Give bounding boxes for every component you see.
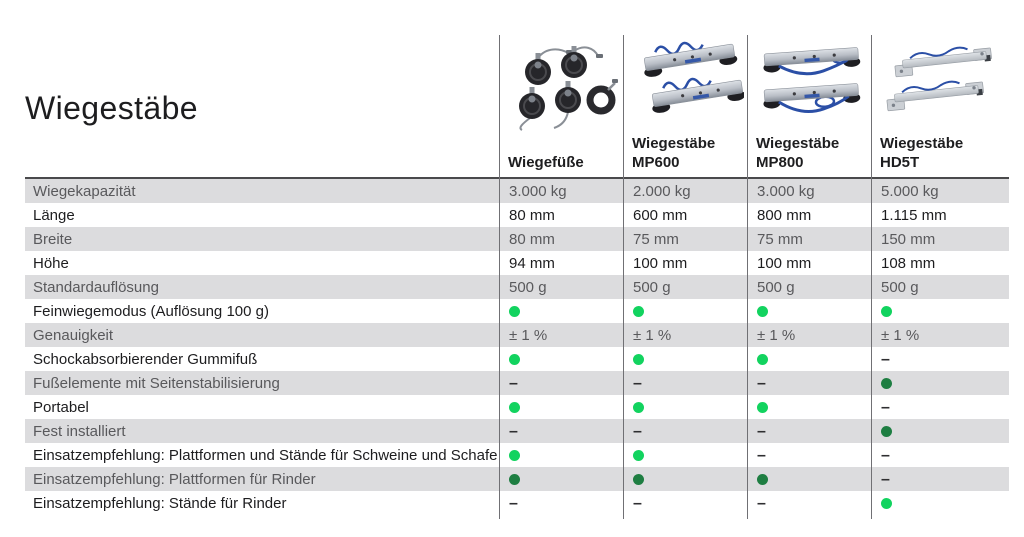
value-cell — [623, 495, 747, 512]
row-label: Genauigkeit — [33, 326, 114, 344]
feature-no-dash-icon: – — [633, 494, 642, 512]
row-label: Portabel — [33, 398, 89, 416]
column-title-line1: Wiegestäbe — [632, 135, 716, 152]
value-cell — [499, 471, 623, 488]
page-title: Wiegestäbe — [25, 90, 198, 126]
row-label: Einsatzempfehlung: Stände für Rinder — [33, 494, 287, 512]
column-title-line2: MP600 — [632, 154, 680, 171]
hd5t-product-image — [880, 38, 1007, 134]
table-row — [25, 251, 1009, 275]
value-cell — [499, 303, 623, 320]
weigh-bar-icon — [886, 78, 985, 111]
table-body — [25, 177, 1009, 515]
column-divider — [747, 35, 748, 519]
feature-no-dash-icon: – — [509, 494, 518, 512]
table-row — [25, 203, 1009, 227]
value-cell — [499, 351, 623, 368]
value-cell: 800 mm — [757, 206, 812, 224]
row-label: Feinwiegemodus (Auflösung 100 g) — [33, 302, 269, 320]
weigh-bar-icon — [894, 44, 993, 77]
value-cell — [623, 399, 747, 416]
value-cell — [871, 471, 1009, 488]
feature-yes-dot-icon — [633, 402, 644, 413]
weigh-bar-icon — [649, 71, 744, 114]
value-cell: ± 1 % — [881, 326, 920, 344]
value-cell — [871, 351, 1009, 368]
value-cell: 94 mm — [509, 254, 555, 272]
value-cell: 600 mm — [633, 206, 688, 224]
column-mp800 — [747, 35, 871, 177]
value-cell: 80 mm — [509, 230, 555, 248]
value-cell: 80 mm — [509, 206, 555, 224]
row-label: Standardauflösung — [33, 278, 159, 296]
value-cell — [871, 303, 1009, 320]
value-cell — [747, 303, 871, 320]
value-cell — [747, 471, 871, 488]
column-divider — [623, 35, 624, 519]
value-cell: ± 1 % — [509, 326, 548, 344]
value-cell: 500 g — [633, 278, 671, 296]
value-cell: 500 g — [757, 278, 795, 296]
value-cell — [747, 399, 871, 416]
row-label: Fußelemente mit Seitenstabilisierung — [33, 374, 280, 392]
value-cell: 1.115 mm — [881, 206, 947, 224]
column-title-line2: HD5T — [880, 154, 920, 171]
row-label: Einsatzempfehlung: Plattformen für Rinder — [33, 470, 316, 488]
column-divider — [871, 35, 872, 519]
feature-no-dash-icon: – — [881, 350, 890, 368]
feature-yes-dot-icon — [509, 402, 520, 413]
row-label: Höhe — [33, 254, 69, 272]
row-label: Schockabsorbierender Gummifuß — [33, 350, 258, 368]
table-row — [25, 419, 1009, 443]
value-cell — [871, 399, 1009, 416]
feature-no-dash-icon: – — [509, 422, 518, 440]
value-cell: 75 mm — [757, 230, 803, 248]
value-cell: 100 mm — [757, 254, 812, 272]
feature-yes-dot-icon — [509, 306, 520, 317]
feature-no-dash-icon: – — [757, 494, 766, 512]
value-cell — [623, 447, 747, 464]
column-title-mp800 — [756, 134, 869, 172]
weigh-bar-icon — [641, 38, 738, 78]
table-row — [25, 179, 1009, 203]
row-label: Breite — [33, 230, 73, 248]
feature-yes-dot-icon — [881, 306, 892, 317]
value-cell: ± 1 % — [633, 326, 672, 344]
feature-yes-dot-icon — [757, 354, 768, 365]
feature-yes-dot-icon — [757, 306, 768, 317]
value-cell: ± 1 % — [757, 326, 796, 344]
value-cell — [871, 495, 1009, 512]
row-label: Fest installiert — [33, 422, 126, 440]
value-cell — [623, 423, 747, 440]
table-row — [25, 275, 1009, 299]
table-row — [25, 395, 1009, 419]
value-cell: 75 mm — [633, 230, 679, 248]
row-label: Wiegekapazität — [33, 182, 136, 200]
value-cell: 500 g — [509, 278, 547, 296]
value-cell — [747, 375, 871, 392]
weigh-bar-icon — [763, 47, 861, 77]
table-row — [25, 299, 1009, 323]
column-wiegefuesse — [499, 35, 623, 177]
value-cell — [747, 351, 871, 368]
comparison-table — [25, 35, 1009, 515]
feature-yes-dot-icon — [881, 378, 892, 389]
weigh-bar-icon — [763, 83, 861, 114]
column-title-hd5t — [880, 134, 1007, 172]
table-row — [25, 467, 1009, 491]
value-cell — [747, 423, 871, 440]
value-cell — [871, 423, 1009, 440]
header-spacer — [25, 35, 499, 177]
feature-yes-dot-icon — [633, 450, 644, 461]
column-title-line2: Wiegefüße — [508, 154, 584, 171]
feature-no-dash-icon: – — [757, 446, 766, 464]
column-title-line2: MP800 — [756, 154, 804, 171]
value-cell — [499, 495, 623, 512]
value-cell — [871, 447, 1009, 464]
column-title-mp600 — [632, 134, 745, 172]
feature-yes-dot-icon — [881, 498, 892, 509]
value-cell: 3.000 kg — [509, 182, 567, 200]
feature-yes-dot-icon — [633, 474, 644, 485]
weighing-feet-icon — [519, 46, 618, 130]
value-cell: 108 mm — [881, 254, 936, 272]
value-cell — [499, 447, 623, 464]
column-divider — [499, 35, 500, 519]
feature-yes-dot-icon — [757, 402, 768, 413]
table-header — [25, 35, 1009, 177]
value-cell: 5.000 kg — [881, 182, 939, 200]
feature-no-dash-icon: – — [633, 422, 642, 440]
value-cell: 3.000 kg — [757, 182, 815, 200]
value-cell — [499, 375, 623, 392]
feature-no-dash-icon: – — [509, 374, 518, 392]
column-hd5t — [871, 35, 1009, 177]
feature-yes-dot-icon — [509, 450, 520, 461]
row-label: Länge — [33, 206, 75, 224]
table-row — [25, 371, 1009, 395]
column-mp600 — [623, 35, 747, 177]
feature-yes-dot-icon — [509, 474, 520, 485]
value-cell — [499, 399, 623, 416]
feature-no-dash-icon: – — [881, 470, 890, 488]
feature-yes-dot-icon — [633, 354, 644, 365]
value-cell — [623, 375, 747, 392]
value-cell — [747, 495, 871, 512]
value-cell: 150 mm — [881, 230, 936, 248]
value-cell: 100 mm — [633, 254, 688, 272]
value-cell: 500 g — [881, 278, 919, 296]
table-row — [25, 347, 1009, 371]
feature-yes-dot-icon — [509, 354, 520, 365]
value-cell — [623, 351, 747, 368]
row-label: Einsatzempfehlung: Plattformen und Stände für Schweine und Schafe — [33, 446, 498, 464]
feature-yes-dot-icon — [881, 426, 892, 437]
table-row — [25, 227, 1009, 251]
feature-yes-dot-icon — [757, 474, 768, 485]
table-row — [25, 491, 1009, 515]
column-title-line1: Wiegestäbe — [756, 135, 840, 152]
value-cell: 2.000 kg — [633, 182, 691, 200]
feature-no-dash-icon: – — [881, 398, 890, 416]
mp600-product-image — [632, 38, 745, 134]
value-cell — [871, 375, 1009, 392]
value-cell — [747, 447, 871, 464]
feature-no-dash-icon: – — [881, 446, 890, 464]
feature-yes-dot-icon — [633, 306, 644, 317]
value-cell — [623, 471, 747, 488]
column-title-line1: Wiegestäbe — [880, 135, 964, 152]
feature-no-dash-icon: – — [757, 422, 766, 440]
wiegefuesse-product-image — [508, 38, 621, 134]
table-row — [25, 443, 1009, 467]
value-cell — [499, 423, 623, 440]
column-title-wiegefuesse — [508, 153, 621, 172]
mp800-product-image — [756, 38, 869, 134]
table-row — [25, 323, 1009, 347]
feature-no-dash-icon: – — [757, 374, 766, 392]
value-cell — [623, 303, 747, 320]
feature-no-dash-icon: – — [633, 374, 642, 392]
